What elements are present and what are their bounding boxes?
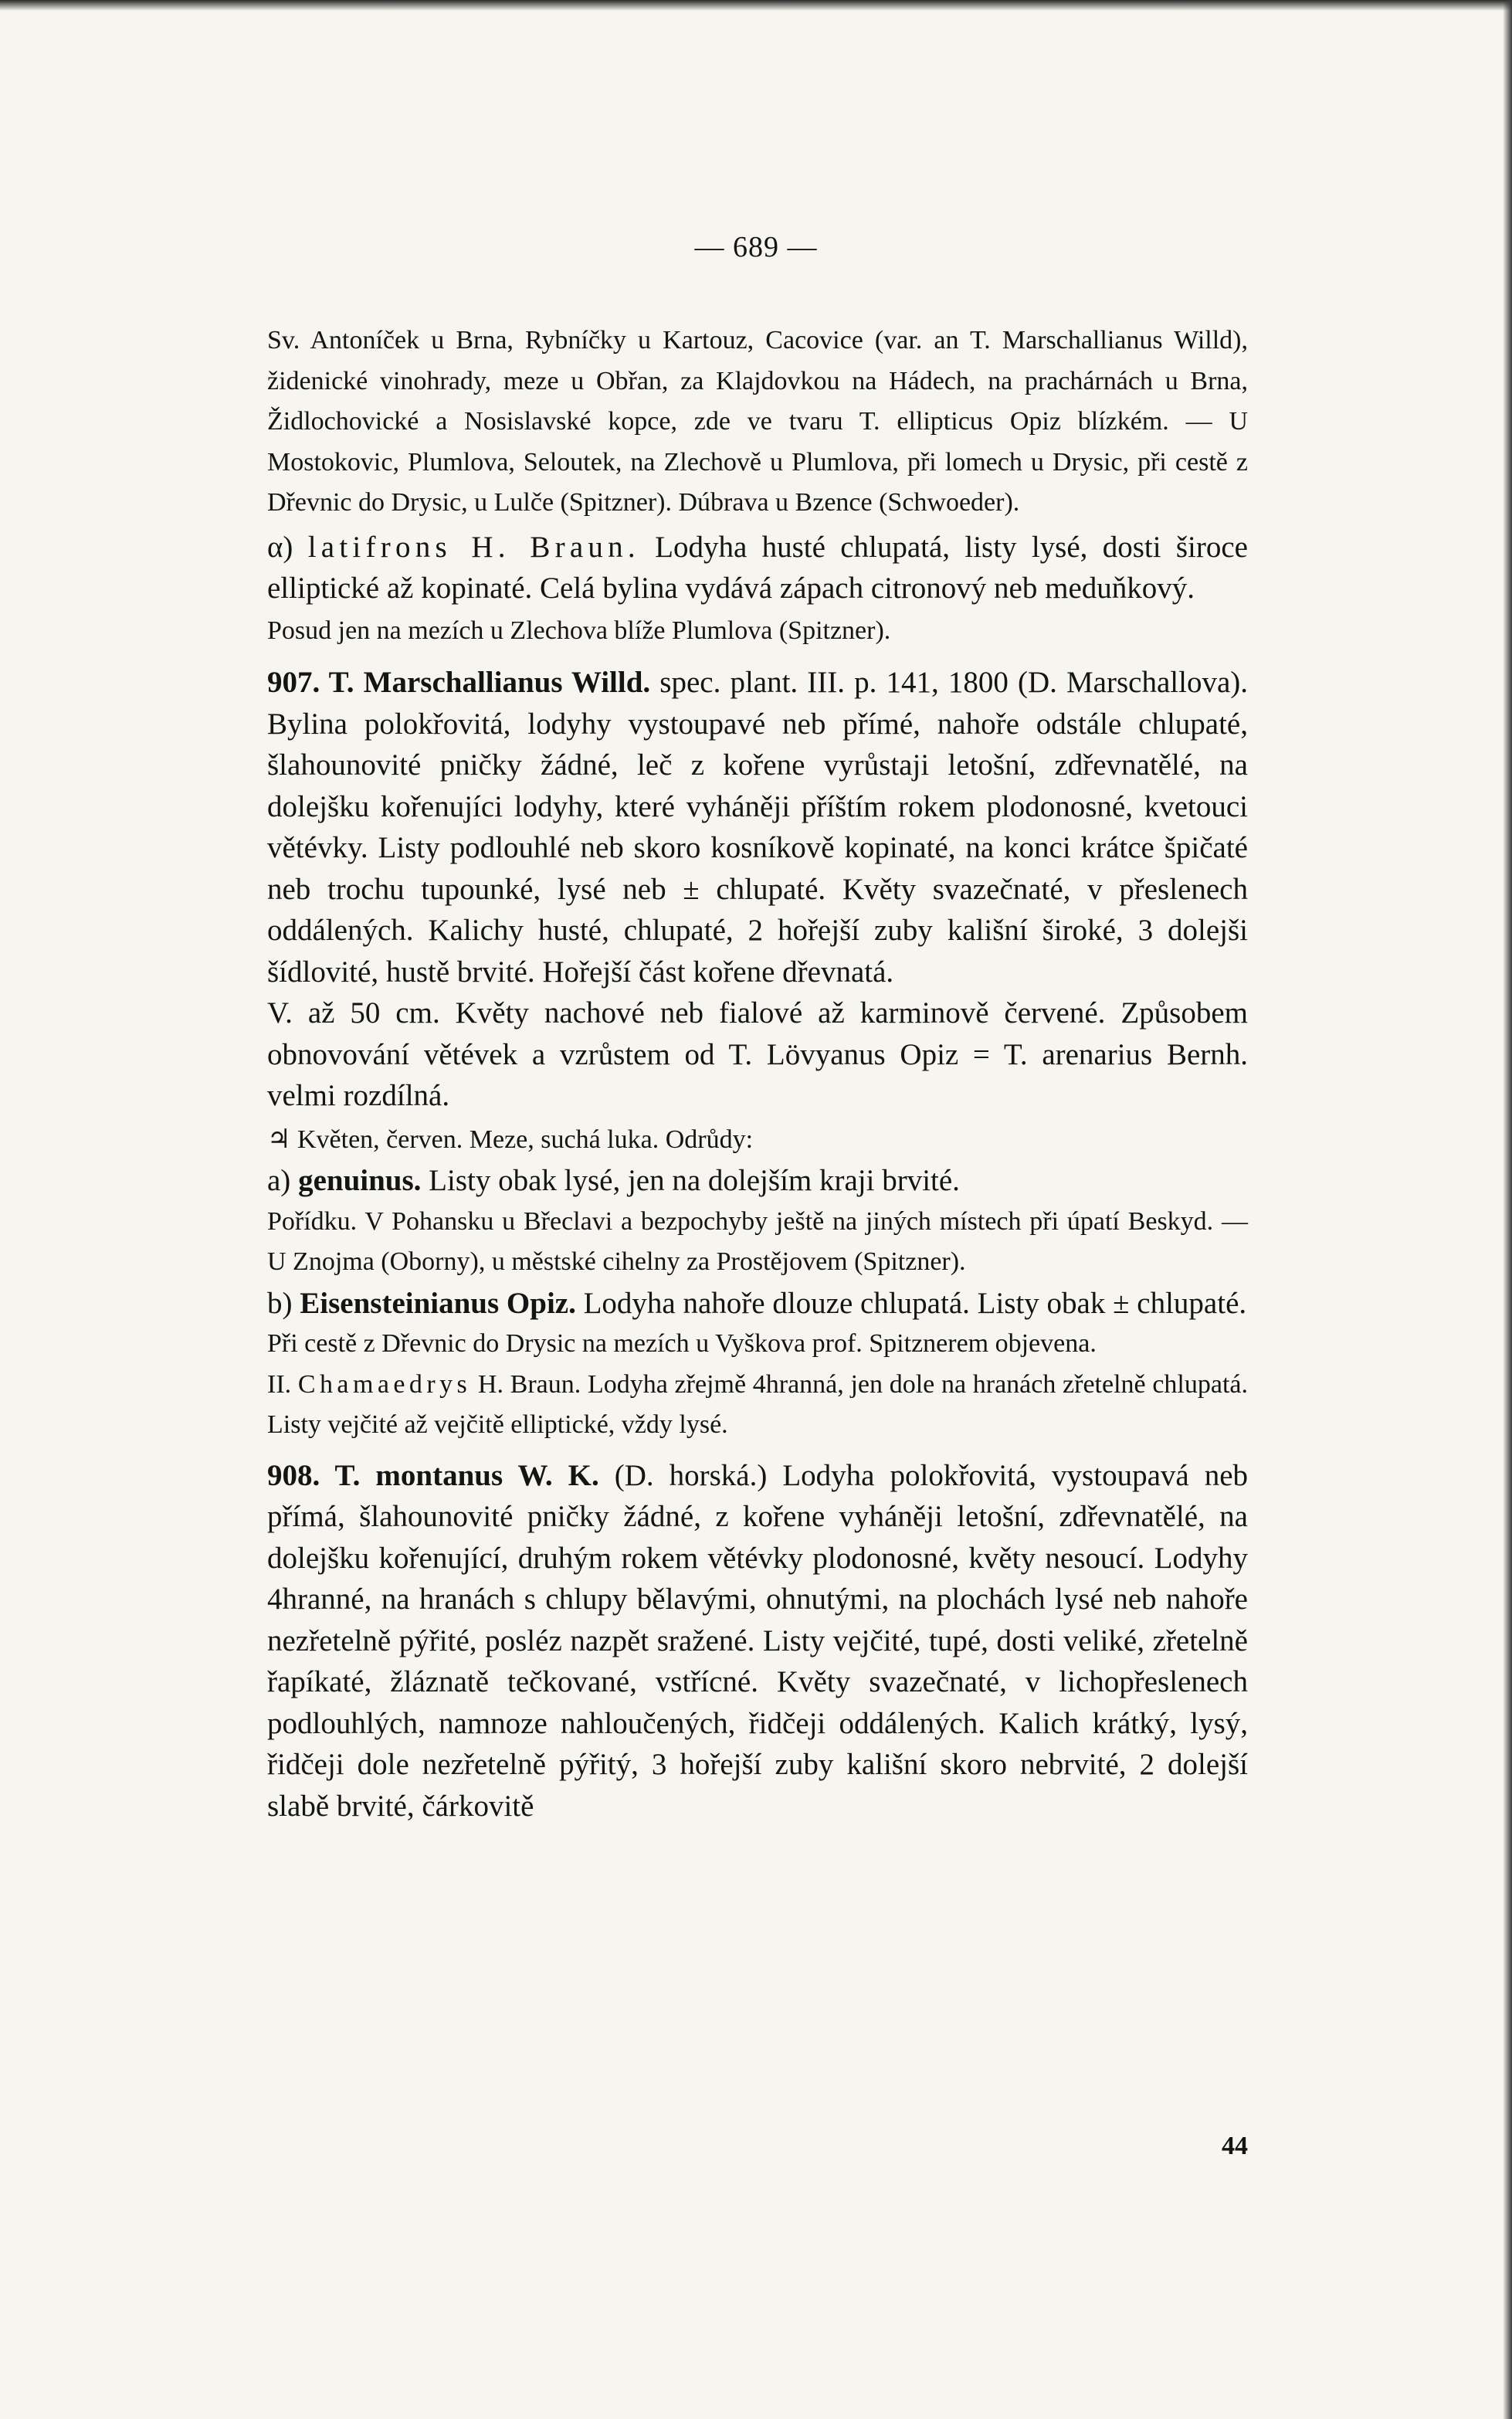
variety-name: genuinus. (298, 1164, 422, 1197)
paragraph-text: V. až 50 cm. Květy nachové neb fialové až karminově červené. Způsobem obnovování větévek a vzrůstem od T. Lövyanus Opiz = T. arenarius Bernh. velmi rozdílná. (267, 996, 1248, 1112)
paragraph-text: spec. plant. III. p. 141, 1800 (D. Marschallova). Bylina polokřovitá, lodyhy vystoupavé neb přímé, nahoře odstále chlupaté, šlahounovité pničky žádné, leč z kořene vyrůstaji letošní, zdřevnatělé, na dolejšku kořenujíci lodyhy, které vyháněji příštím rokem plodonosné, kvetouci větévky. Listy podlouhlé neb skoro kosníkově kopinaté, na konci krátce špičaté neb trochu tupounké, lysé neb ± chlupaté. Květy svazečnaté, v přeslenech oddálených. Kalichy husté, chlupaté, 2 hořejší zuby kališní široké, 3 dolejši šídlovité, hustě brvité. Hořejší část kořene dřevnatá. (267, 666, 1248, 989)
paragraph-latifrons-locality (267, 611, 1248, 652)
species-heading: 908. T. montanus W. K. (267, 1458, 599, 1492)
paragraph-eisensteinianus (267, 1283, 1248, 1325)
paragraph-description (267, 992, 1248, 1117)
paragraph-text: Lodyha nahoře dlouze chlupatá. Listy obak ± chlupaté. (575, 1286, 1247, 1320)
paragraph-text: Posud jen na mezích u Zlechova blíže Plumlova (Spitzner). (267, 616, 891, 645)
paragraph-text: H. Braun. Lodyha zřejmě 4hranná, jen dole na hranách zřetelně chlupatá. Listy vejčité až vejčitě elliptické, vždy lysé. (267, 1369, 1248, 1439)
item-marker: II. (267, 1369, 298, 1399)
item-marker: b) (267, 1286, 300, 1320)
paragraph-text: Při cestě z Dřevnic do Drysic na mezích u Vyškova prof. Spitznerem objevena. (267, 1329, 1097, 1358)
paragraph-text: Sv. Antoníček u Brna, Rybníčky u Kartouz, Cacovice (var. an T. Marschallianus Willd), židenické vinohrady, meze u Obřan, za Klajdovkou na Hádech, na prachárnách u Brna, Židlochovické a Nosislavské kopce, zde ve tvaru T. ellipticus Opiz blízkém. — U Mostokovic, Plumlova, Seloutek, na Zlechově u Plumlova, při lomech u Drysic, při cestě z Dřevnic do Drysic, u Lulče (Spitzner). Dúbrava u Bzence (Schwoeder). (267, 326, 1248, 517)
paragraph-eisensteinianus-locality (267, 1324, 1248, 1365)
page-number: — 689 — (694, 231, 818, 263)
paragraph-species-907 (267, 662, 1248, 992)
species-heading: 907. T. Marschallianus Willd. (267, 666, 651, 699)
variety-name: Eisensteinianus Opiz. (300, 1286, 576, 1320)
signature-mark: 44 (1222, 2132, 1248, 2160)
scan-edge-top (0, 0, 1512, 11)
variety-name: Chamaedrys (297, 1369, 472, 1399)
paragraph-text: ♃ Květen, červen. Meze, suchá luka. Odrůdy: (267, 1125, 754, 1154)
paragraph-text: Pořídku. V Pohansku u Břeclavi a bezpochyby ještě na jiných místech při úpatí Beskyd. — U Znojma (Oborny), u městské cihelny za Prostějovem (Spitzner). (267, 1206, 1248, 1276)
variety-name: latifrons H. Braun. (307, 530, 640, 564)
scan-edge-right (1503, 0, 1512, 2419)
paragraph-flowering (267, 1120, 1248, 1161)
paragraph-latifrons (267, 527, 1248, 609)
body-text (267, 321, 1248, 1827)
paragraph-localities (267, 321, 1248, 524)
item-marker: α) (267, 530, 308, 564)
item-marker: a) (267, 1164, 299, 1197)
paragraph-text: Lodyha husté chlupatá, listy lysé, dosti široce elliptické až kopinaté. Celá bylina vydává zápach citronový neb meduňkový. (267, 530, 1248, 605)
paragraph-species-908 (267, 1455, 1248, 1827)
paragraph-chamaedrys (267, 1365, 1248, 1446)
paragraph-text: Listy obak lysé, jen na dolejším kraji brvité. (421, 1164, 960, 1197)
paragraph-genuinus-locality (267, 1202, 1248, 1283)
paragraph-text: (D. horská.) Lodyha polokřovitá, vystoupavá neb přímá, šlahounovité pničky žádné, z kořene vyháněji letošní, zdřevnatělé, na dolejšku kořenující, druhým rokem větévky plodonosné, květy nesoucí. Lodyhy 4hranné, na hranách s chlupy bělavými, ohnutými, na plochách lysé neb nahoře nezřetelně pýřité, posléz nazpět sražené. Listy vejčité, tupé, dosti veliké, zřetelně řapíkaté, žláznatě tečkované, vstřícné. Květy svazečnaté, v lichopřeslenech podlouhlých, namnoze nahloučených, řidčeji oddálených. Kalich krátký, lysý, řidčeji dole nezřetelně pýřitý, 3 hořejší zuby kališní skoro nebrvité, 2 dolejší slabě brvité, čárkovitě (267, 1458, 1248, 1823)
paragraph-genuinus (267, 1160, 1248, 1202)
